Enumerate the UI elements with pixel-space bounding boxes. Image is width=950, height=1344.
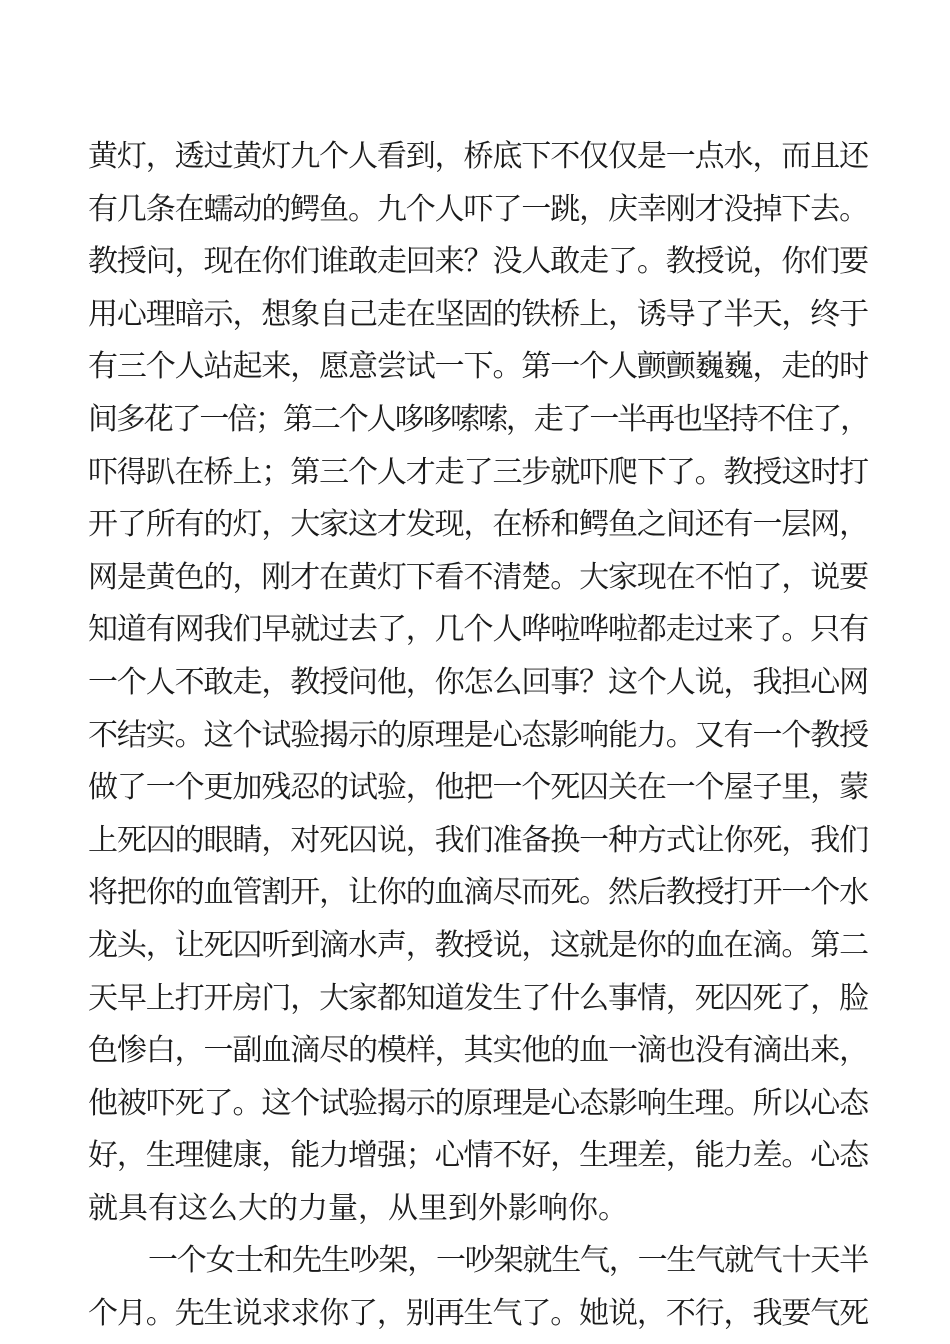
- text-line: 做了一个更加残忍的试验，他把一个死囚关在一个屋子里，蒙: [88, 770, 868, 806]
- paragraph: [88, 131, 868, 1235]
- text-line: 黄灯，透过黄灯九个人看到，桥底下不仅仅是一点水，而且还: [88, 139, 868, 174]
- text-line: 龙头，让死囚听到滴水声，教授说，这就是你的血在滴。第二: [88, 927, 868, 963]
- text-line: 天早上打开房门，大家都知道发生了什么事情，死囚死了，脸: [88, 980, 868, 1016]
- text-line: 不结实。这个试验揭示的原理是心态影响能力。又有一个教授: [88, 717, 868, 753]
- text-line: 上死囚的眼睛，对死囚说，我们准备换一种方式让你死，我们: [88, 822, 868, 858]
- text-line: 个月。先生说求求你了，别再生气了。她说，不行，我要气死: [88, 1296, 868, 1332]
- paragraph: [88, 1235, 868, 1340]
- text-line: 好，生理健康，能力增强；心情不好，生理差，能力差。心态: [88, 1138, 868, 1174]
- text-line: 知道有网我们早就过去了，几个人哗啦哗啦都走过来了。只有: [88, 612, 868, 648]
- text-line: 吓得趴在桥上；第三个人才走了三步就吓爬下了。教授这时打: [88, 454, 868, 490]
- text-line: 有几条在蠕动的鳄鱼。九个人吓了一跳，庆幸刚才没掉下去。: [88, 191, 868, 227]
- text-line: 一个女士和先生吵架，一吵架就生气，一生气就气十天半: [148, 1243, 868, 1279]
- text-line: 将把你的血管割开，让你的血滴尽而死。然后教授打开一个水: [88, 875, 868, 911]
- text-line: 开了所有的灯，大家这才发现，在桥和鳄鱼之间还有一层网，: [88, 507, 868, 543]
- text-line: 用心理暗示，想象自己走在坚固的铁桥上，诱导了半天，终于: [88, 296, 868, 332]
- text-line: 网是黄色的，刚才在黄灯下看不清楚。大家现在不怕了，说要: [88, 559, 868, 595]
- text-line: 教授问，现在你们谁敢走回来？没人敢走了。教授说，你们要: [88, 244, 868, 280]
- text-line: 色惨白，一副血滴尽的模样，其实他的血一滴也没有滴出来，: [88, 1033, 868, 1069]
- text-line: 间多花了一倍；第二个人哆哆嗦嗦，走了一半再也坚持不住了，: [88, 401, 868, 437]
- text-line: 他被吓死了。这个试验揭示的原理是心态影响生理。所以心态: [88, 1085, 868, 1121]
- text-line: 就具有这么大的力量，从里到外影响你。: [88, 1190, 628, 1226]
- text-line: 有三个人站起来，愿意尝试一下。第一个人颤颤巍巍，走的时: [88, 349, 868, 385]
- text-line: 一个人不敢走，教授问他，你怎么回事？这个人说，我担心网: [88, 664, 868, 700]
- body-text: [88, 131, 868, 1341]
